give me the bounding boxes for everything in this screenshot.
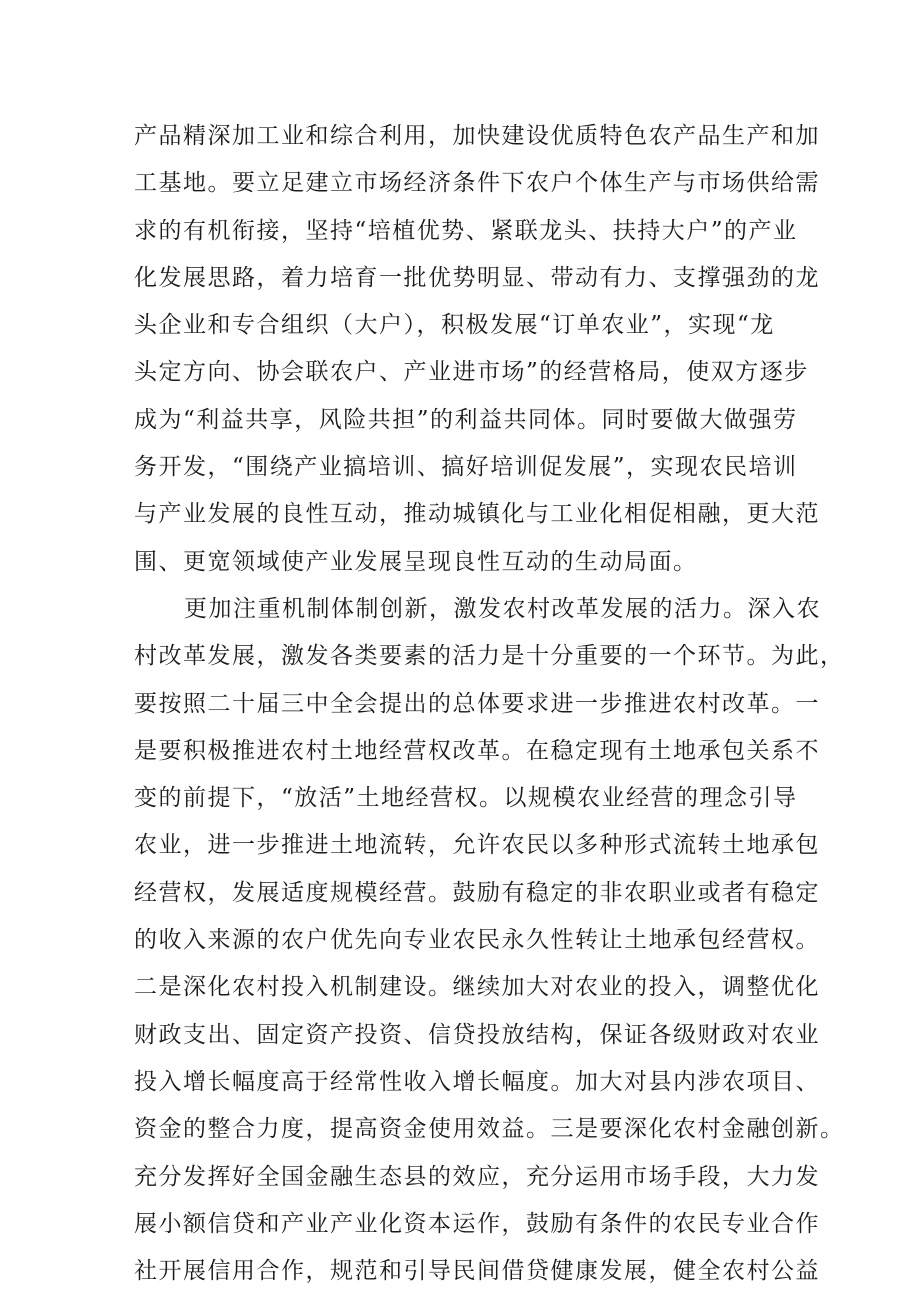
text-line: 展小额信贷和产业产业化资本运作，鼓励有条件的农民专业合作 — [134, 1210, 820, 1237]
text-line: 围、更宽领域使产业发展呈现良性互动的生动局面。 — [134, 548, 698, 575]
text-line: 二是深化农村投入机制建设。继续加大对农业的投入，调整优化 — [134, 974, 820, 1001]
text-line: 头定方向、协会联农户、产业进市场”的经营格局，使双方逐步 — [134, 359, 809, 386]
text-line: 产品精深加工业和综合利用，加快建设优质特色农产品生产和加 — [134, 123, 820, 149]
text-line: 农业，进一步推进土地流转，允许农民以多种形式流转土地承包 — [134, 832, 820, 859]
text-line: 充分发挥好全国金融生态县的效应，充分运用市场手段，大力发 — [134, 1163, 820, 1190]
text-line: 经营权，发展适度规模经营。鼓励有稳定的非农职业或者有稳定 — [134, 879, 820, 906]
body-text — [134, 113, 845, 1295]
text-line: 化发展思路，着力培育一批优势明显、带动有力、支撑强劲的龙 — [134, 264, 820, 291]
text-line: 务开发，“围绕产业搞培训、搞好培训促发展”，实现农民培训 — [134, 454, 798, 481]
text-line: 是要积极推进农村土地经营权改革。在稳定现有土地承包关系不 — [134, 737, 820, 764]
text-line: 成为“利益共享，风险共担”的利益共同体。同时要做大做强劳 — [134, 406, 798, 433]
text-line: 社开展信用合作，规范和引导民间借贷健康发展，健全农村公益 — [134, 1258, 820, 1285]
text-line: 与产业发展的良性互动，推动城镇化与工业化相促相融，更大范 — [134, 501, 820, 528]
text-line: 要按照二十届三中全会提出的总体要求进一步推进农村改革。一 — [134, 690, 820, 717]
text-line: 的收入来源的农户优先向专业农民永久性转让土地承包经营权。 — [134, 927, 820, 954]
text-line: 头企业和专合组织（大户），积极发展“订单农业”，实现“龙 — [134, 312, 775, 339]
text-line: 资金的整合力度，提高资金使用效益。三是要深化农村金融创新。 — [134, 1116, 845, 1143]
text-line: 工基地。要立足建立市场经济条件下农户个体生产与市场供给需 — [134, 170, 820, 197]
text-line: 村改革发展，激发各类要素的活力是十分重要的一个环节。为此， — [134, 643, 845, 670]
paragraph-first-line: 更加注重机制体制创新，激发农村改革发展的活力。深入农 — [184, 595, 821, 622]
text-line: 财政支出、固定资产投资、信贷投放结构，保证各级财政对农业 — [134, 1021, 820, 1048]
text-line: 求的有机衔接，坚持“培植优势、紧联龙头、扶持大户”的产业 — [134, 217, 798, 244]
text-line: 投入增长幅度高于经常性收入增长幅度。加大对县内涉农项目、 — [134, 1068, 820, 1095]
text-line: 变的前提下，“放活”土地经营权。以规模农业经营的理念引导 — [134, 785, 798, 812]
